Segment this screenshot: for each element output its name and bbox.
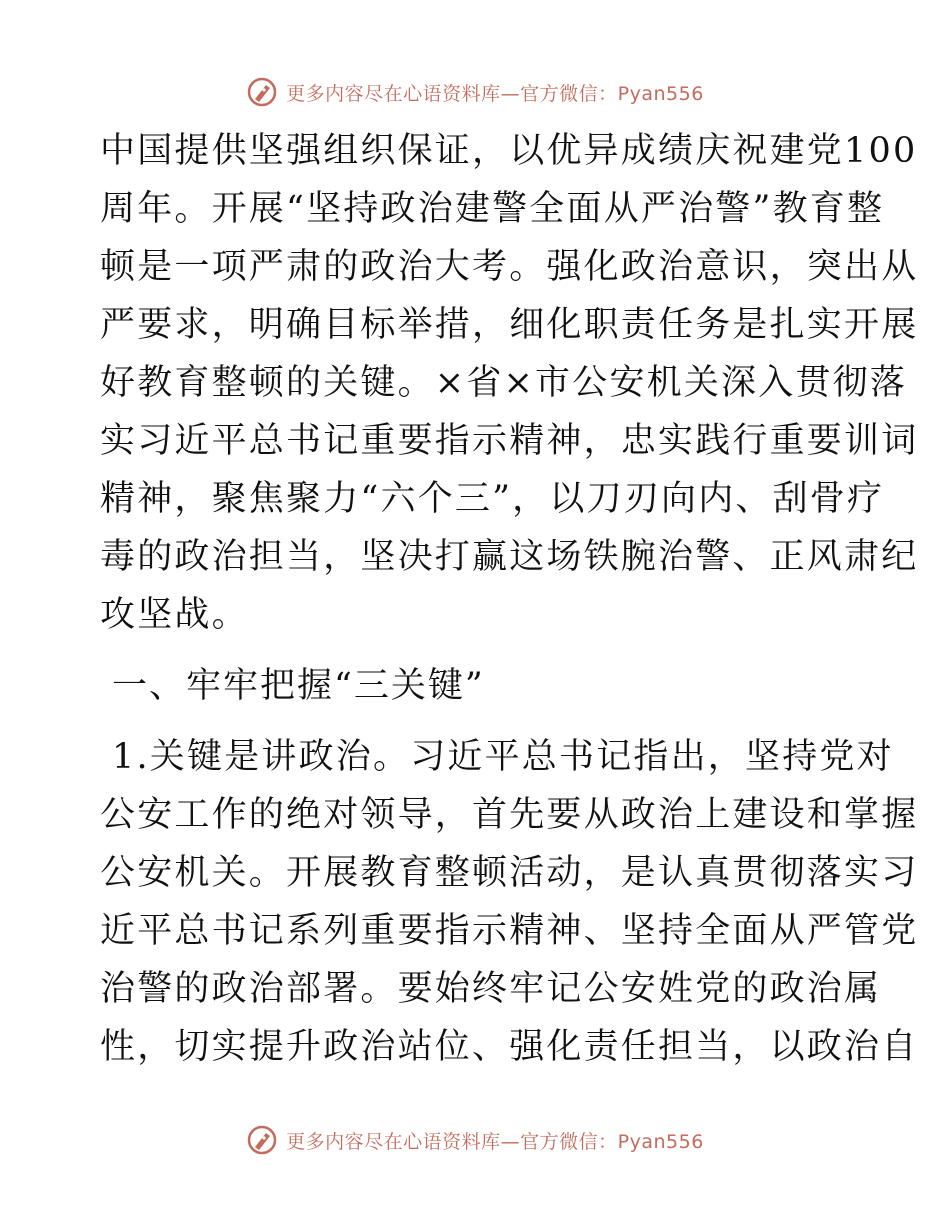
pen-nib-circle-icon — [246, 1124, 278, 1156]
paragraph-line: 周年。开展“坚持政治建警全面从严治警”教育整 — [100, 189, 885, 229]
paragraph-line: 实习近平总书记重要指示精神，忠实践行重要训词 — [100, 421, 919, 461]
paragraph-line: 1.关键是讲政治。习近平总书记指出，坚持党对 — [112, 737, 894, 777]
paragraph-line: 公安工作的绝对领导，首先要从政治上建设和掌握 — [100, 795, 919, 835]
spacer — [100, 716, 860, 728]
paragraph-line: 治警的政治部署。要始终牢记公安姓党的政治属 — [100, 969, 882, 1009]
paragraph-line: 性，切实提升政治站位、强化责任担当，以政治自 — [100, 1027, 919, 1067]
pen-nib-circle-icon — [246, 76, 278, 108]
paragraph-line: 近平总书记系列重要指示精神、坚持全面从严管党 — [100, 911, 919, 951]
paragraph-line: 中国提供坚强组织保证，以优异成绩庆祝建党100 — [100, 131, 918, 171]
paragraph-line: 精神，聚焦聚力“六个三”，以刀刃向内、刮骨疗 — [100, 479, 885, 519]
paragraph-line: 毒的政治担当，坚决打赢这场铁腕治警、正风肃纪 — [100, 537, 919, 577]
paragraph-line: 严要求，明确目标举措，细化职责任务是扎实开展 — [100, 305, 919, 345]
document-body — [100, 122, 919, 1076]
paragraph-line: 攻坚战。 — [100, 595, 249, 635]
watermark-text: 更多内容尽在心语资料库—官方微信：Pyan556 — [286, 82, 704, 105]
paragraph-1 — [100, 122, 919, 644]
paragraph-line: 顿是一项严肃的政治大考。强化政治意识，突出从 — [100, 247, 919, 287]
header-watermark — [0, 72, 950, 112]
watermark-text: 更多内容尽在心语资料库—官方微信：Pyan556 — [286, 1130, 704, 1153]
section-heading: 一、牢牢把握“三关键” — [112, 666, 485, 706]
spacer — [100, 644, 860, 656]
paragraph-2 — [100, 728, 919, 1076]
paragraph-line: 公安机关。开展教育整顿活动，是认真贯彻落实习 — [100, 853, 919, 893]
paragraph-line: 好教育整顿的关键。×省×市公安机关深入贯彻落 — [100, 363, 908, 403]
footer-watermark — [0, 1120, 950, 1160]
